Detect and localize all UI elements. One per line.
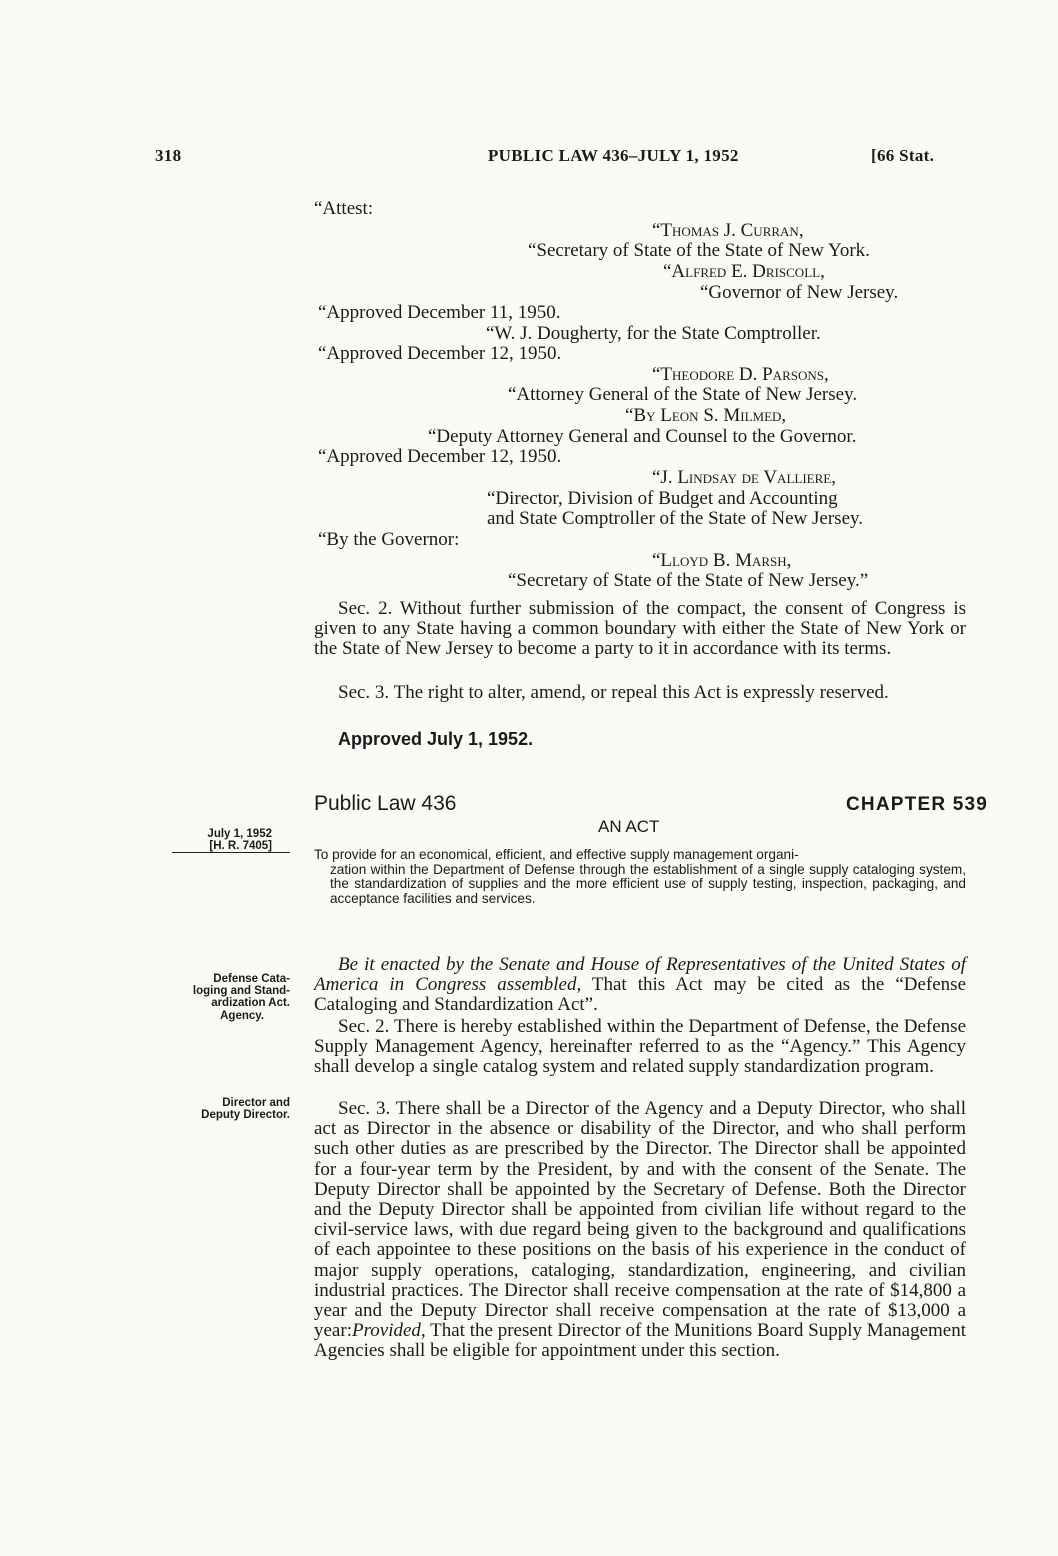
signatory-parsons: “Theodore D. Parsons, (652, 364, 829, 385)
section-3-provided: Provided, (351, 1320, 426, 1342)
margin-note-2-line-1: Director and (222, 1097, 290, 1109)
margin-note-director (150, 1097, 290, 1121)
margin-date: July 1, 1952 (207, 828, 272, 840)
approved-dec-12-a: “Approved December 12, 1950. (318, 343, 562, 364)
title-attorney-general: “Attorney General of the State of New Jersey. (508, 384, 858, 405)
margin-date-bill (172, 828, 272, 852)
margin-note-1-line-1: Defense Cata- (213, 973, 290, 985)
signatory-driscoll: “Alfred E. Driscoll, (663, 261, 825, 282)
public-law-number: Public Law 436 (314, 792, 457, 815)
page-number: 318 (155, 146, 182, 165)
section-3-proviso: That the present Director of the Munitions Board Supply Management Agencies shall be eligible for appointment under this section. (314, 1320, 966, 1362)
short-title-text: That this Act may be cited as the “Defense Cataloging and Standardization Act”. (314, 974, 966, 1016)
approved-date: Approved July 1, 1952. (338, 729, 534, 749)
margin-note-1-line-3: ardization Act. (211, 997, 290, 1010)
approved-dec-12-b: “Approved December 12, 1950. (318, 446, 562, 467)
attest-label: “Attest: (314, 198, 374, 219)
prior-section-3: Sec. 3. The right to alter, amend, or repeal this Act is expressly reserved. (338, 682, 889, 703)
title-deputy-attorney-general: “Deputy Attorney General and Counsel to the Governor. (428, 426, 857, 447)
signatory-dougherty: “W. J. Dougherty, for the State Comptroller. (486, 323, 821, 344)
signatory-marsh: “Lloyd B. Marsh, (652, 550, 792, 571)
margin-note-2-line-2: Deputy Director. (201, 1109, 290, 1122)
title-governor-nj: “Governor of New Jersey. (700, 282, 899, 303)
by-the-governor: “By the Governor: (318, 529, 460, 550)
title-secretary-nj: “Secretary of State of the State of New Jersey.” (508, 570, 869, 591)
title-secretary-ny: “Secretary of State of the State of New York. (528, 240, 870, 261)
margin-rule (172, 852, 290, 853)
margin-note-1-line-2: loging and Stand- (192, 985, 290, 998)
signatory-milmed: “By Leon S. Milmed, (625, 405, 787, 426)
volume-reference: [66 Stat. (871, 146, 935, 165)
purpose-first-line: To provide for an economical, efficient, and effective supply management organi- (314, 847, 799, 862)
signatory-de-valliere: “J. Lindsay de Valliere, (652, 467, 836, 488)
section-2-agency: Sec. 2. There is hereby established within the Department of Defense, the Defense Supply Management Agency, hereinafter referred to as the “Agency.” This Agency shall develop a single catalog system and related supply standardization program. (314, 1016, 966, 1078)
title-state-comptroller: and State Comptroller of the State of New Jersey. (487, 508, 864, 529)
approved-dec-11: “Approved December 11, 1950. (318, 302, 561, 323)
act-purpose (314, 848, 966, 906)
purpose-continuation: zation within the Department of Defense through the establishment of a single supply cataloging system, the standardization of supplies and the more efficient use of supply testing, inspection, packaging, and acceptance facilities and services. (330, 861, 966, 906)
running-title: PUBLIC LAW 436–JULY 1, 1952 (488, 146, 739, 165)
an-act-heading: AN ACT (598, 817, 660, 836)
margin-note-short-title (150, 973, 290, 1022)
section-3-director (314, 1099, 966, 1362)
signatory-curran: “Thomas J. Curran, (652, 220, 804, 241)
enacting-formula: Be it enacted by the Senate and House of Representatives of the United States of America in Congress assembled, (314, 954, 966, 996)
prior-section-2: Sec. 2. Without further submission of the compact, the consent of Congress is given to any State having a common boundary with either the State of New York or the State of New Jersey to become a party to it in accordance with its terms. (314, 598, 966, 660)
enacting-clause (314, 955, 966, 1016)
margin-note-1-line-4: Agency. (220, 1009, 264, 1022)
chapter-number: CHAPTER 539 (846, 794, 989, 815)
title-director-budget: “Director, Division of Budget and Accounting (487, 488, 838, 509)
section-3-main: Sec. 3. There shall be a Director of the Agency and a Deputy Director, who shall act as Director in the absence or disability of the Director, and who shall perform such other duties as are prescribed by the Director. The Director shall be appointed for a four-year term by the President, by and with the consent of the Senate. The Deputy Director shall be appointed by the Secretary of Defense. Both the Director and the Deputy Director shall be appointed from civilian life without regard to the civil-service laws, with due regard being given to the background and qualifications of each appointee to these positions on the basis of his experience in the conduct of major supply operations, cataloging, standardization, engineering, and civilian industrial practices. The Director shall receive compensation at the rate of $14,800 a year and the Deputy Director shall receive compensation at the rate of $13,000 a year: (314, 1098, 966, 1342)
margin-bill: [H. R. 7405] (209, 840, 272, 853)
